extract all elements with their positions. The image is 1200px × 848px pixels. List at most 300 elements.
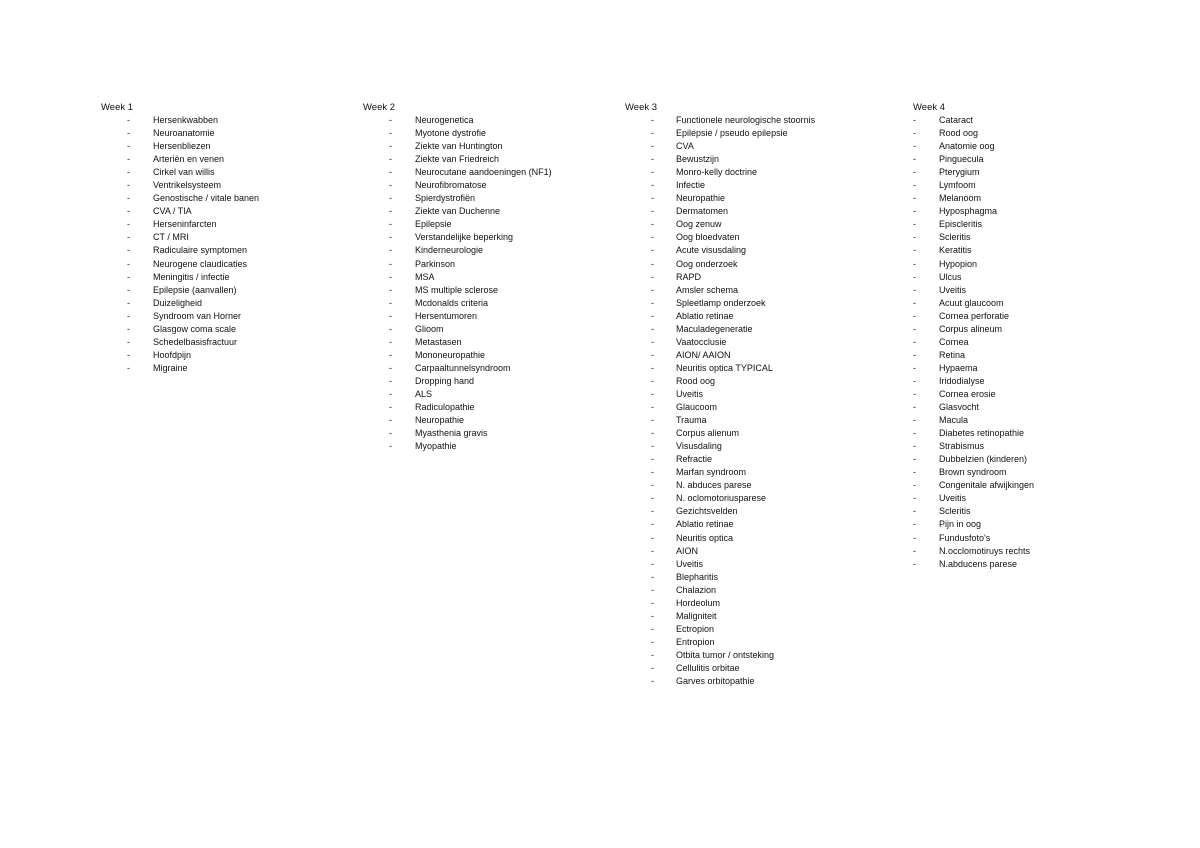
topic-label: Hypaema xyxy=(939,362,978,373)
topic-label: Ziekte van Duchenne xyxy=(415,206,501,217)
topic-item xyxy=(625,479,752,492)
topic-label: CVA / TIA xyxy=(153,206,192,217)
list-dash: - xyxy=(651,584,654,595)
topic-item xyxy=(363,258,456,271)
topic-label: Epilepsie / pseudo epilepsie xyxy=(676,128,788,139)
topic-item xyxy=(625,414,707,427)
topic-label: Pinguecula xyxy=(939,154,984,165)
topic-item xyxy=(363,192,476,205)
topic-item xyxy=(625,258,738,271)
topic-item xyxy=(913,427,1025,440)
topic-item xyxy=(913,362,978,375)
topic-item xyxy=(363,375,475,388)
topic-label: Rood oog xyxy=(676,375,716,386)
list-dash: - xyxy=(913,558,916,569)
topic-label: AION xyxy=(676,545,699,556)
week-3-title: Week 3 xyxy=(625,102,658,113)
topic-label: Epilepsie xyxy=(415,219,452,230)
topic-label: Scleritis xyxy=(939,232,971,243)
topic-item xyxy=(913,258,978,271)
list-dash: - xyxy=(389,115,392,125)
topic-item xyxy=(625,310,734,323)
list-dash: - xyxy=(389,245,392,256)
list-dash: - xyxy=(913,297,916,308)
topic-item xyxy=(913,310,1010,323)
list-dash: - xyxy=(913,415,916,426)
topic-item xyxy=(101,140,211,153)
topic-label: Rood oog xyxy=(939,128,979,139)
list-dash: - xyxy=(651,297,654,308)
topic-label: Strabismus xyxy=(939,441,985,452)
list-dash: - xyxy=(651,284,654,295)
topic-item xyxy=(913,545,1031,558)
topic-item xyxy=(363,140,503,153)
topic-item xyxy=(363,205,501,218)
list-dash: - xyxy=(913,245,916,256)
list-dash: - xyxy=(913,167,916,178)
topic-label: Oog zenuw xyxy=(676,219,722,230)
topic-label: Marfan syndroom xyxy=(676,467,747,478)
list-dash: - xyxy=(651,310,654,321)
topic-item xyxy=(913,349,966,362)
topic-label: Hersenkwabben xyxy=(153,115,219,125)
topic-label: Garves orbitopathie xyxy=(676,676,755,687)
topic-label: Iridodialyse xyxy=(939,375,985,386)
topic-item xyxy=(913,375,985,388)
topic-item xyxy=(913,323,1003,336)
list-dash: - xyxy=(389,258,392,269)
list-dash: - xyxy=(127,349,130,360)
topic-label: Neuritis optica TYPICAL xyxy=(676,362,773,373)
topic-label: Ulcus xyxy=(939,271,962,282)
list-dash: - xyxy=(913,271,916,282)
list-dash: - xyxy=(913,336,916,347)
topic-item xyxy=(363,349,486,362)
topic-label: MSA xyxy=(415,271,435,282)
topic-label: Lymfoom xyxy=(939,180,976,191)
topic-item xyxy=(913,388,996,401)
list-dash: - xyxy=(913,349,916,360)
topic-label: RAPD xyxy=(676,271,702,282)
topic-item xyxy=(101,323,237,336)
list-dash: - xyxy=(651,258,654,269)
topic-item xyxy=(913,166,980,179)
list-dash: - xyxy=(127,362,130,373)
topic-label: CVA xyxy=(676,141,694,152)
topic-label: Arteriën en venen xyxy=(153,154,225,165)
topic-label: Macula xyxy=(939,415,969,426)
topic-item xyxy=(913,114,974,127)
list-dash: - xyxy=(651,375,654,386)
topic-item xyxy=(913,297,1004,310)
topic-item xyxy=(913,127,979,140)
topic-label: Hersenbliezen xyxy=(153,141,211,152)
list-dash: - xyxy=(913,545,916,556)
topic-item xyxy=(363,310,478,323)
topic-label: Spleetlamp onderzoek xyxy=(676,297,766,308)
topic-label: Vaatocclusie xyxy=(676,336,727,347)
list-dash: - xyxy=(651,454,654,465)
list-dash: - xyxy=(389,428,392,439)
list-dash: - xyxy=(127,336,130,347)
topic-item xyxy=(101,362,188,375)
topic-item xyxy=(101,218,217,231)
list-dash: - xyxy=(127,128,130,139)
topic-label: Infectie xyxy=(676,180,706,191)
topic-label: Mononeuropathie xyxy=(415,349,486,360)
topic-item xyxy=(101,153,225,166)
topic-item xyxy=(625,545,699,558)
topic-item xyxy=(363,284,499,297)
list-dash: - xyxy=(913,428,916,439)
list-dash: - xyxy=(651,219,654,230)
topic-label: Bewustzijn xyxy=(676,154,720,165)
topic-item xyxy=(363,297,489,310)
topic-label: Maligniteit xyxy=(676,610,717,621)
topic-label: Retina xyxy=(939,349,966,360)
list-dash: - xyxy=(651,167,654,178)
topic-item xyxy=(913,205,998,218)
topic-item xyxy=(101,349,192,362)
topic-item xyxy=(625,518,734,531)
list-dash: - xyxy=(651,245,654,256)
topic-item xyxy=(625,297,766,310)
topic-label: Ziekte van Huntington xyxy=(415,141,503,152)
topic-item xyxy=(625,140,694,153)
list-dash: - xyxy=(651,480,654,491)
list-dash: - xyxy=(389,206,392,217)
list-dash: - xyxy=(127,258,130,269)
topic-item xyxy=(913,453,1028,466)
week-3-column xyxy=(625,101,816,688)
topic-item xyxy=(625,362,773,375)
topic-item xyxy=(625,114,816,127)
list-dash: - xyxy=(389,336,392,347)
topic-item xyxy=(363,231,514,244)
topic-item xyxy=(101,114,219,127)
topic-item xyxy=(363,179,487,192)
topic-item xyxy=(913,271,962,284)
week-1-topic-list xyxy=(101,114,260,375)
week-2-column xyxy=(363,101,552,453)
topic-item xyxy=(101,297,203,310)
list-dash: - xyxy=(651,636,654,647)
list-dash: - xyxy=(651,115,654,125)
topic-item xyxy=(913,479,1035,492)
topic-label: Keratitis xyxy=(939,245,972,256)
topic-label: Visusdaling xyxy=(676,441,722,452)
list-dash: - xyxy=(389,128,392,139)
topic-item xyxy=(101,336,238,349)
topic-label: Uveitis xyxy=(939,493,967,504)
list-dash: - xyxy=(913,467,916,478)
list-dash: - xyxy=(651,180,654,191)
list-dash: - xyxy=(913,506,916,517)
topic-label: Radiculaire symptomen xyxy=(153,245,248,256)
topic-item xyxy=(101,271,230,284)
topic-label: Melanoom xyxy=(939,193,982,204)
list-dash: - xyxy=(651,610,654,621)
list-dash: - xyxy=(389,388,392,399)
list-dash: - xyxy=(389,349,392,360)
topic-label: Glioom xyxy=(415,323,444,334)
list-dash: - xyxy=(913,441,916,452)
week-4-title: Week 4 xyxy=(913,102,946,113)
list-dash: - xyxy=(913,362,916,373)
topic-item xyxy=(625,636,715,649)
topic-label: Glasvocht xyxy=(939,402,980,413)
topic-label: ALS xyxy=(415,388,433,399)
list-dash: - xyxy=(913,206,916,217)
topic-label: Diabetes retinopathie xyxy=(939,428,1025,439)
topic-label: Trauma xyxy=(676,415,707,426)
topic-label: Neurogene claudicaties xyxy=(153,258,248,269)
topic-label: Cornea perforatie xyxy=(939,310,1010,321)
list-dash: - xyxy=(389,362,392,373)
list-dash: - xyxy=(127,180,130,191)
topic-label: Herseninfarcten xyxy=(153,219,217,230)
topic-label: Pijn in oog xyxy=(939,519,982,530)
topic-label: Congenitale afwijkingen xyxy=(939,480,1035,491)
list-dash: - xyxy=(651,271,654,282)
list-dash: - xyxy=(651,141,654,152)
list-dash: - xyxy=(913,388,916,399)
topic-label: Genostische / vitale banen xyxy=(153,193,260,204)
topic-label: Glaucoom xyxy=(676,402,718,413)
topic-label: Fundusfoto's xyxy=(939,532,991,543)
topic-item xyxy=(913,518,982,531)
list-dash: - xyxy=(389,271,392,282)
topic-label: Neuritis optica xyxy=(676,532,734,543)
topic-item xyxy=(101,205,192,218)
week-4-column xyxy=(913,101,1035,571)
list-dash: - xyxy=(389,193,392,204)
list-dash: - xyxy=(389,441,392,452)
topic-label: Myopathie xyxy=(415,441,457,452)
list-dash: - xyxy=(127,115,130,125)
topic-item xyxy=(913,532,991,545)
list-dash: - xyxy=(389,297,392,308)
topic-item xyxy=(101,127,215,140)
topic-label: Monro-kelly doctrine xyxy=(676,167,758,178)
topic-label: Entropion xyxy=(676,636,715,647)
list-dash: - xyxy=(389,232,392,243)
topic-label: Neuropathie xyxy=(676,193,726,204)
list-dash: - xyxy=(651,154,654,165)
topic-label: Acute visusdaling xyxy=(676,245,747,256)
topic-label: Neurofibromatose xyxy=(415,180,487,191)
list-dash: - xyxy=(127,232,130,243)
list-dash: - xyxy=(913,193,916,204)
topic-item xyxy=(363,271,435,284)
topic-item xyxy=(625,675,755,688)
topic-label: Chalazion xyxy=(676,584,717,595)
list-dash: - xyxy=(651,545,654,556)
list-dash: - xyxy=(651,402,654,413)
topic-label: Duizeligheid xyxy=(153,297,203,308)
topic-item xyxy=(101,284,237,297)
topic-label: Cornea erosie xyxy=(939,388,996,399)
topic-item xyxy=(625,649,775,662)
topic-item xyxy=(625,505,738,518)
topic-item xyxy=(625,453,713,466)
list-dash: - xyxy=(127,271,130,282)
week-2-topic-list xyxy=(363,114,552,453)
list-dash: - xyxy=(651,206,654,217)
topic-label: Amsler schema xyxy=(676,284,739,295)
list-dash: - xyxy=(651,558,654,569)
topic-item xyxy=(913,192,982,205)
topic-label: Dermatomen xyxy=(676,206,729,217)
topic-label: Ventrikelsysteem xyxy=(153,180,222,191)
week-4-topic-list xyxy=(913,114,1035,571)
list-dash: - xyxy=(127,323,130,334)
topic-item xyxy=(913,153,984,166)
topic-label: Corpus alienum xyxy=(676,428,740,439)
topic-label: Neuroanatomie xyxy=(153,128,215,139)
list-dash: - xyxy=(913,532,916,543)
list-dash: - xyxy=(389,167,392,178)
list-dash: - xyxy=(651,336,654,347)
topic-label: Otbita tumor / ontsteking xyxy=(676,649,775,660)
topic-label: Carpaaltunnelsyndroom xyxy=(415,362,511,373)
list-dash: - xyxy=(389,402,392,413)
list-dash: - xyxy=(127,245,130,256)
topic-item xyxy=(101,310,242,323)
topic-item xyxy=(913,505,971,518)
list-dash: - xyxy=(389,180,392,191)
topic-item xyxy=(625,388,704,401)
list-dash: - xyxy=(389,219,392,230)
topic-label: Hyposphagma xyxy=(939,206,998,217)
topic-label: Cornea xyxy=(939,336,969,347)
list-dash: - xyxy=(913,480,916,491)
list-dash: - xyxy=(651,662,654,673)
topic-item xyxy=(625,466,747,479)
list-dash: - xyxy=(913,154,916,165)
topic-label: Neurocutane aandoeningen (NF1) xyxy=(415,167,552,178)
topic-label: Corpus alineum xyxy=(939,323,1003,334)
week-2-title: Week 2 xyxy=(363,102,396,113)
topic-label: Meningitis / infectie xyxy=(153,271,230,282)
list-dash: - xyxy=(389,310,392,321)
list-dash: - xyxy=(651,506,654,517)
list-dash: - xyxy=(913,284,916,295)
topic-item xyxy=(625,179,706,192)
topic-item xyxy=(625,440,722,453)
topic-label: Ablatio retinae xyxy=(676,519,734,530)
topic-label: Ectropion xyxy=(676,623,715,634)
topic-item xyxy=(913,414,969,427)
topic-item xyxy=(363,114,474,127)
topic-label: Parkinson xyxy=(415,258,456,269)
list-dash: - xyxy=(651,493,654,504)
topic-label: Functionele neurologische stoornis xyxy=(676,115,816,125)
topic-label: MS multiple sclerose xyxy=(415,284,499,295)
topic-item xyxy=(625,271,702,284)
topic-item xyxy=(363,427,488,440)
list-dash: - xyxy=(127,219,130,230)
topic-item xyxy=(913,284,967,297)
topic-item xyxy=(913,218,983,231)
topic-item xyxy=(363,401,475,414)
week-1-title: Week 1 xyxy=(101,102,134,113)
topic-item xyxy=(363,440,457,453)
topic-item xyxy=(625,127,788,140)
topic-item xyxy=(913,401,980,414)
topic-label: Myotone dystrofie xyxy=(415,128,487,139)
topic-item xyxy=(363,336,462,349)
list-dash: - xyxy=(913,402,916,413)
list-dash: - xyxy=(127,167,130,178)
list-dash: - xyxy=(389,284,392,295)
topic-label: Hoofdpijn xyxy=(153,349,192,360)
topic-item xyxy=(913,492,967,505)
list-dash: - xyxy=(651,649,654,660)
list-dash: - xyxy=(127,297,130,308)
topic-label: Oog bloedvaten xyxy=(676,232,740,243)
topic-label: Verstandelijke beperking xyxy=(415,232,514,243)
topic-item xyxy=(363,414,465,427)
topic-item xyxy=(101,179,222,192)
topic-item xyxy=(101,231,189,244)
topic-item xyxy=(363,323,444,336)
topic-item xyxy=(625,427,740,440)
topic-item xyxy=(625,662,740,675)
topic-item xyxy=(625,558,704,571)
topic-label: Neuropathie xyxy=(415,415,465,426)
topic-item xyxy=(363,244,484,257)
topic-item xyxy=(363,127,487,140)
topic-item xyxy=(625,492,767,505)
topic-item xyxy=(913,440,985,453)
topic-item xyxy=(625,166,758,179)
topic-label: Ziekte van Friedreich xyxy=(415,154,500,165)
list-dash: - xyxy=(913,375,916,386)
topic-label: Dropping hand xyxy=(415,375,475,386)
topic-item xyxy=(363,166,552,179)
list-dash: - xyxy=(127,206,130,217)
list-dash: - xyxy=(913,454,916,465)
topic-label: Ablatio retinae xyxy=(676,310,734,321)
topic-item xyxy=(625,349,731,362)
list-dash: - xyxy=(651,532,654,543)
list-dash: - xyxy=(913,232,916,243)
topic-label: Neurogenetica xyxy=(415,115,474,125)
list-dash: - xyxy=(913,493,916,504)
topic-label: AION/ AAION xyxy=(676,349,731,360)
topic-item xyxy=(913,336,969,349)
topic-item xyxy=(625,284,739,297)
topic-label: Syndroom van Horner xyxy=(153,310,242,321)
topic-label: Oog onderzoek xyxy=(676,258,738,269)
week-3-topic-list xyxy=(625,114,816,688)
list-dash: - xyxy=(127,141,130,152)
list-dash: - xyxy=(389,323,392,334)
list-dash: - xyxy=(913,128,916,139)
topic-item xyxy=(625,323,753,336)
topic-item xyxy=(363,153,500,166)
list-dash: - xyxy=(651,362,654,373)
topic-item xyxy=(913,466,1007,479)
topic-item xyxy=(363,218,452,231)
list-dash: - xyxy=(913,115,916,125)
topic-label: Cirkel van willis xyxy=(153,167,215,178)
topic-label: Acuut glaucoom xyxy=(939,297,1004,308)
topic-item xyxy=(101,166,215,179)
list-dash: - xyxy=(389,141,392,152)
topic-item xyxy=(363,388,433,401)
